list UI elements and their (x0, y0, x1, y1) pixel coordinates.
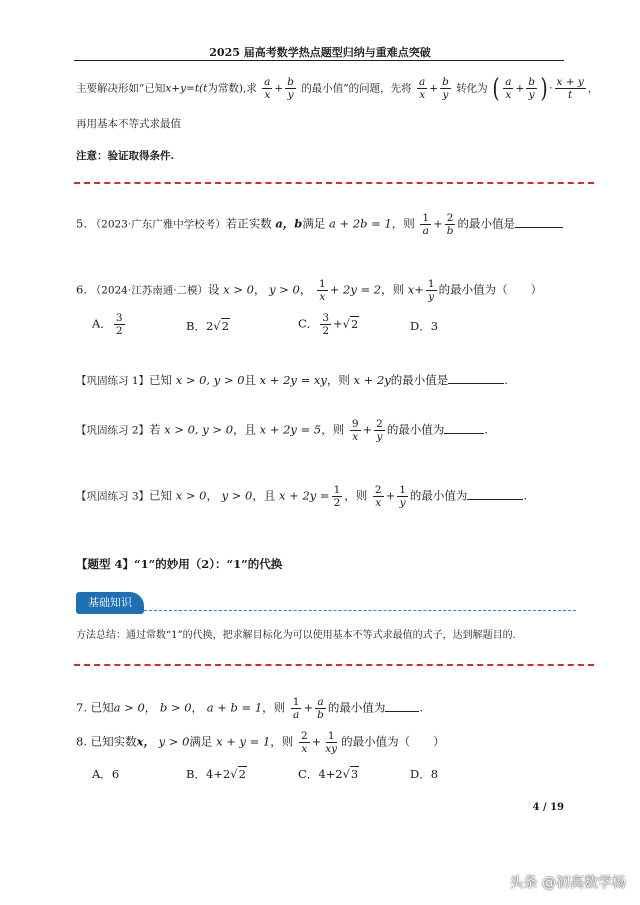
q8-option-c: C．4+2√3 (298, 767, 359, 781)
answer-blank (444, 433, 484, 434)
watermark: 头条 @初高数学杨 (509, 875, 626, 891)
practice-1: 【巩固练习 1】已知 x > 0, y > 0且 x + 2y = xy，则 x + 2y的最小值是 . (76, 373, 508, 387)
answer-blank (385, 711, 419, 712)
question-8: 8. 已知实数x， y > 0满足 x + y = 1，则 $\frac{2}{x}$ + $\frac{1}{xy}$ 的最小值为（ ） (76, 730, 445, 755)
answer-blank (448, 383, 504, 384)
question-6: 6. （2024·江苏南通·二模）设 x > 0， y > 0， $\frac{1}{x}$ + 2y = 2，则 x+ $\frac{1}{y}$ 的最小值为（ ） (76, 278, 543, 303)
q8-option-b: B．4+2√2 (186, 767, 246, 781)
blue-divider (144, 610, 576, 611)
method-summary: 方法总结：通过常数“1”的代换，把求解目标化为可以使用基本不等式求最值的式子，达到解题目的. (76, 630, 516, 641)
q6-option-c: C． $\frac{3}{2}$ +√2 (298, 312, 359, 337)
page-header: 2025 届高考数学热点题型归纳与重难点突破 (209, 46, 431, 59)
red-divider (74, 182, 594, 184)
intro-note: 注意：验证取得条件. (76, 150, 175, 162)
answer-blank (515, 227, 563, 228)
page-number: 4 / 19 (532, 802, 564, 813)
header-rule (74, 60, 564, 61)
basics-tag: 基础知识 (76, 592, 144, 614)
q6-option-b: B．2√2 (186, 319, 229, 333)
q6-option-d: D．3 (410, 319, 439, 333)
q8-option-a: A．6 (92, 767, 120, 781)
intro-line-2: 再用基本不等式求最值 (76, 118, 181, 130)
q6-option-a: A． $\frac{3}{2}$ (92, 312, 123, 337)
intro-line-1: 主要解决形如“已知x+y=t(t为常数),求 $\frac{a}{x}$ + $\frac{b}{y}$ 的最小值”的问题，先将 $\frac{a}{x}$ + $\frac{b}{y}$ 转化为 ( $\frac{a}{x}$ + $\frac{b}{y}$ ) · $\frac{x + y}{t}$ ， (76, 73, 599, 104)
q8-option-d: D．8 (410, 767, 439, 781)
question-7: 7. 已知a > 0， b > 0， a + b = 1，则 $\frac{1}{a}$ + $\frac{a}{b}$ 的最小值为 . (76, 696, 424, 721)
practice-2: 【巩固练习 2】若 x > 0, y > 0，且 x + 2y = 5，则 $\frac{9}{x}$ + $\frac{2}{y}$ 的最小值为 . (76, 418, 489, 443)
practice-3: 【巩固练习 3】已知 x > 0， y > 0，且 x + 2y = $\frac{1}{2}$ ，则 $\frac{2}{x}$ + $\frac{1}{y}$ 的最小值为 . (76, 484, 528, 509)
answer-blank (467, 499, 523, 500)
red-divider (74, 664, 594, 666)
section-title: 【题型 4】“1”的妙用（2）：“1”的代换 (76, 557, 283, 571)
question-5: 5. （2023·广东广雅中学校考）若正实数 a，b满足 a + 2b = 1，则 $\frac{1}{a}$ + $\frac{2}{b}$ 的最小值是 (76, 212, 563, 237)
